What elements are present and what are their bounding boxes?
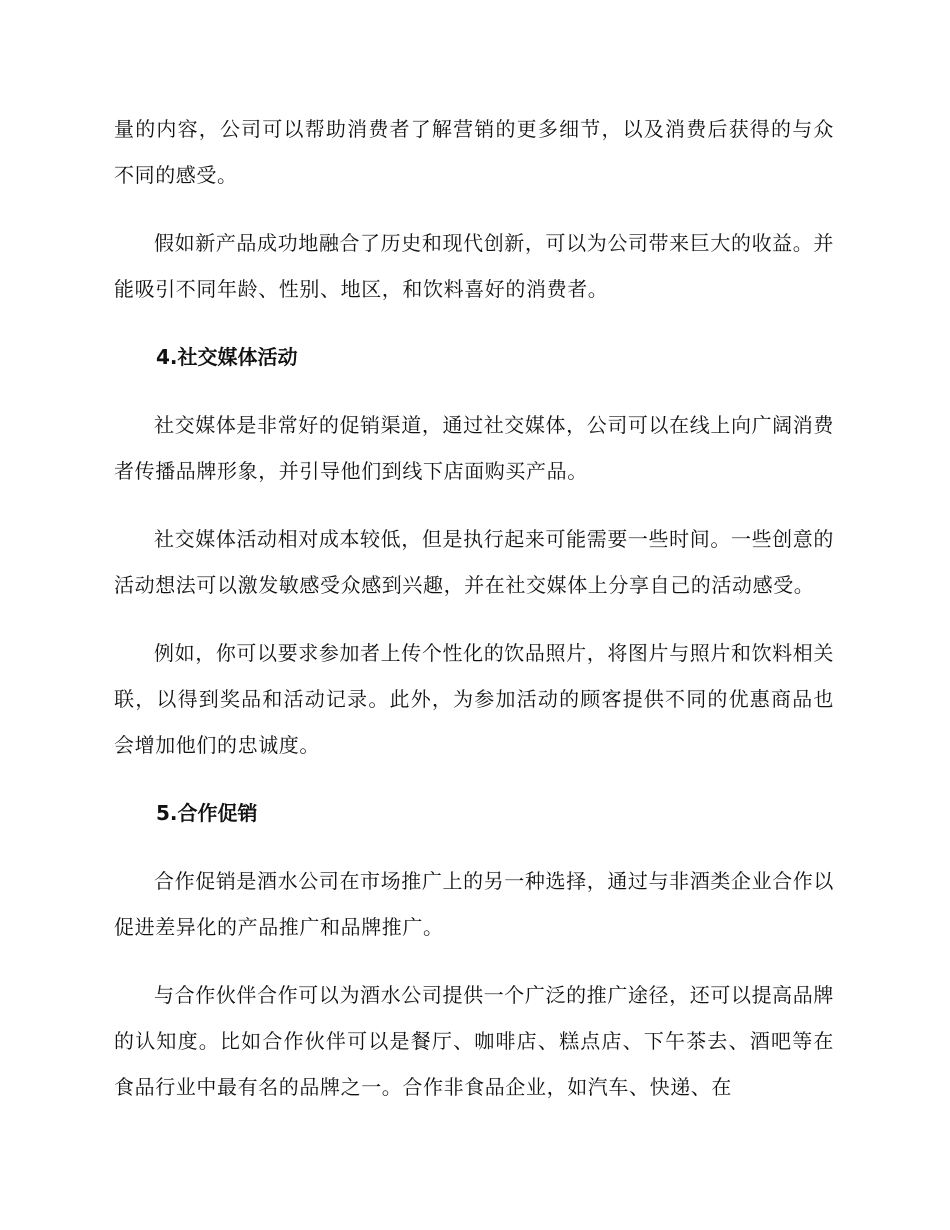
paragraph: 合作促销是酒水公司在市场推广上的另一种选择，通过与非酒类企业合作以促进差异化的产品推广和品牌推广。: [114, 869, 834, 939]
paragraph: 量的内容，公司可以帮助消费者了解营销的更多细节，以及消费后获得的与众不同的感受。: [114, 117, 834, 187]
document-body: [114, 106, 834, 1132]
paragraph: 假如新产品成功地融合了历史和现代创新，可以为公司带来巨大的收益。并能吸引不同年龄、性别、地区，和饮料喜好的消费者。: [114, 231, 834, 301]
paragraph: 例如，你可以要求参加者上传个性化的饮品照片，将图片与照片和饮料相关联，以得到奖品和活动记录。此外，为参加活动的顾客提供不同的优惠商品也会增加他们的忠诚度。: [114, 641, 834, 757]
section-heading: 5.合作促销: [156, 801, 258, 825]
paragraph: 社交媒体是非常好的促销渠道，通过社交媒体，公司可以在线上向广阔消费者传播品牌形象，并引导他们到线下店面购买产品。: [114, 413, 834, 483]
paragraph: 社交媒体活动相对成本较低，但是执行起来可能需要一些时间。一些创意的活动想法可以激发敏感受众感到兴趣，并在社交媒体上分享自己的活动感受。: [114, 527, 834, 597]
paragraph: 与合作伙伴合作可以为酒水公司提供一个广泛的推广途径，还可以提高品牌的认知度。比如合作伙伴可以是餐厅、咖啡店、糕点店、下午茶去、酒吧等在食品行业中最有名的品牌之一。合作非食品企业，如汽车、快递、在: [114, 983, 834, 1099]
section-heading: 4.社交媒体活动: [156, 345, 298, 369]
